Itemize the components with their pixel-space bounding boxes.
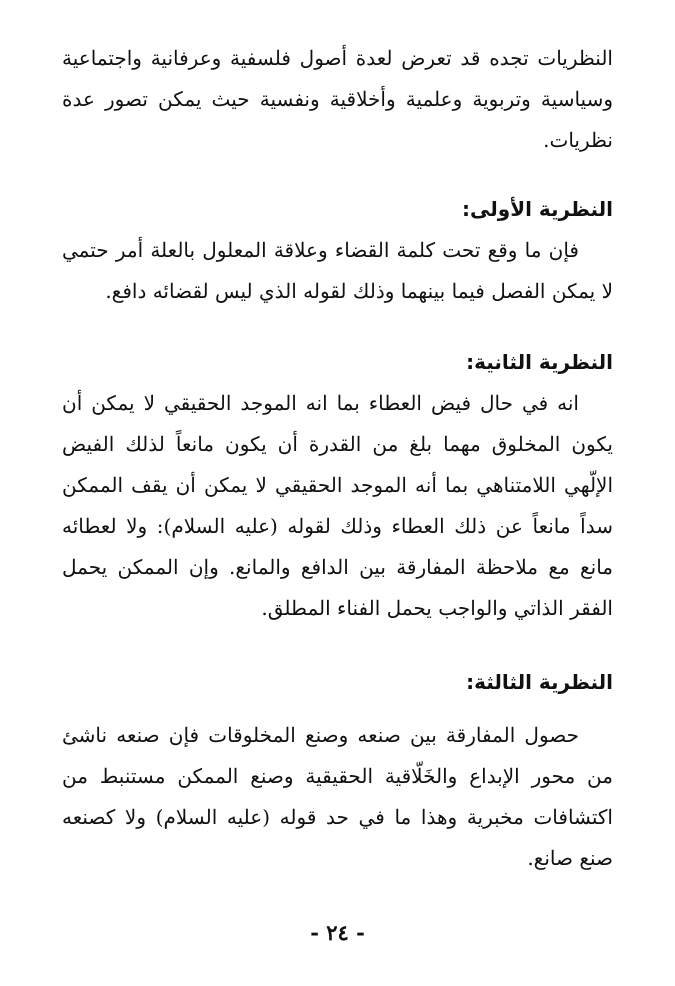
first-theory-paragraph: فإن ما وقع تحت كلمة القضاء وعلاقة المعلول بالعلة أمر حتمي لا يمكن الفصل فيما بينهما وذلك لقوله الذي ليس لقضائه دافع. xyxy=(62,238,613,303)
second-theory-paragraph: انه في حال فيض العطاء بما انه الموجد الحقيقي لا يمكن أن يكون المخلوق مهما بلغ من القدرة أن يكون مانعاً لذلك الفيض الإلّهي اللامتناهي بما أنه الموجد الحقيقي لا يمكن أن يقف الممكن سداً مانعاً عن ذلك العطاء وذلك لقوله (عليه السلام): ولا لعطائه مانع مع ملاحظة المفارقة بين الدافع والمانع. وإن الممكن يحمل الفقر الذاتي والواجب يحمل الفناء المطلق. xyxy=(62,391,613,620)
spacer xyxy=(62,629,613,662)
heading-first-theory: النظرية الأولى: xyxy=(462,197,613,221)
intro-paragraph: النظريات تجده قد تعرض لعدة أصول فلسفية وعرفانية واجتماعية وسياسية وتربوية وعلمية وأخلاقية ونفسية حيث يمكن تصور عدة نظريات. xyxy=(62,46,613,152)
spacer xyxy=(62,703,613,715)
page-number: - ٢٤ - xyxy=(310,920,365,945)
heading-third-theory: النظرية الثالثة: xyxy=(466,670,613,694)
spacer xyxy=(62,161,613,189)
third-theory-paragraph: حصول المفارقة بين صنعه وصنع المخلوقات فإن صنعه ناشئ من محور الإبداع والخَلّاقية الحقيقية وصنع الممكن مستنبط من اكتشافات مخبرية وهذا ما في حد قوله (عليه السلام) ولا كصنعه صنع صانع. xyxy=(62,723,613,870)
heading-second-theory: النظرية الثانية: xyxy=(466,350,613,374)
spacer xyxy=(62,312,613,342)
